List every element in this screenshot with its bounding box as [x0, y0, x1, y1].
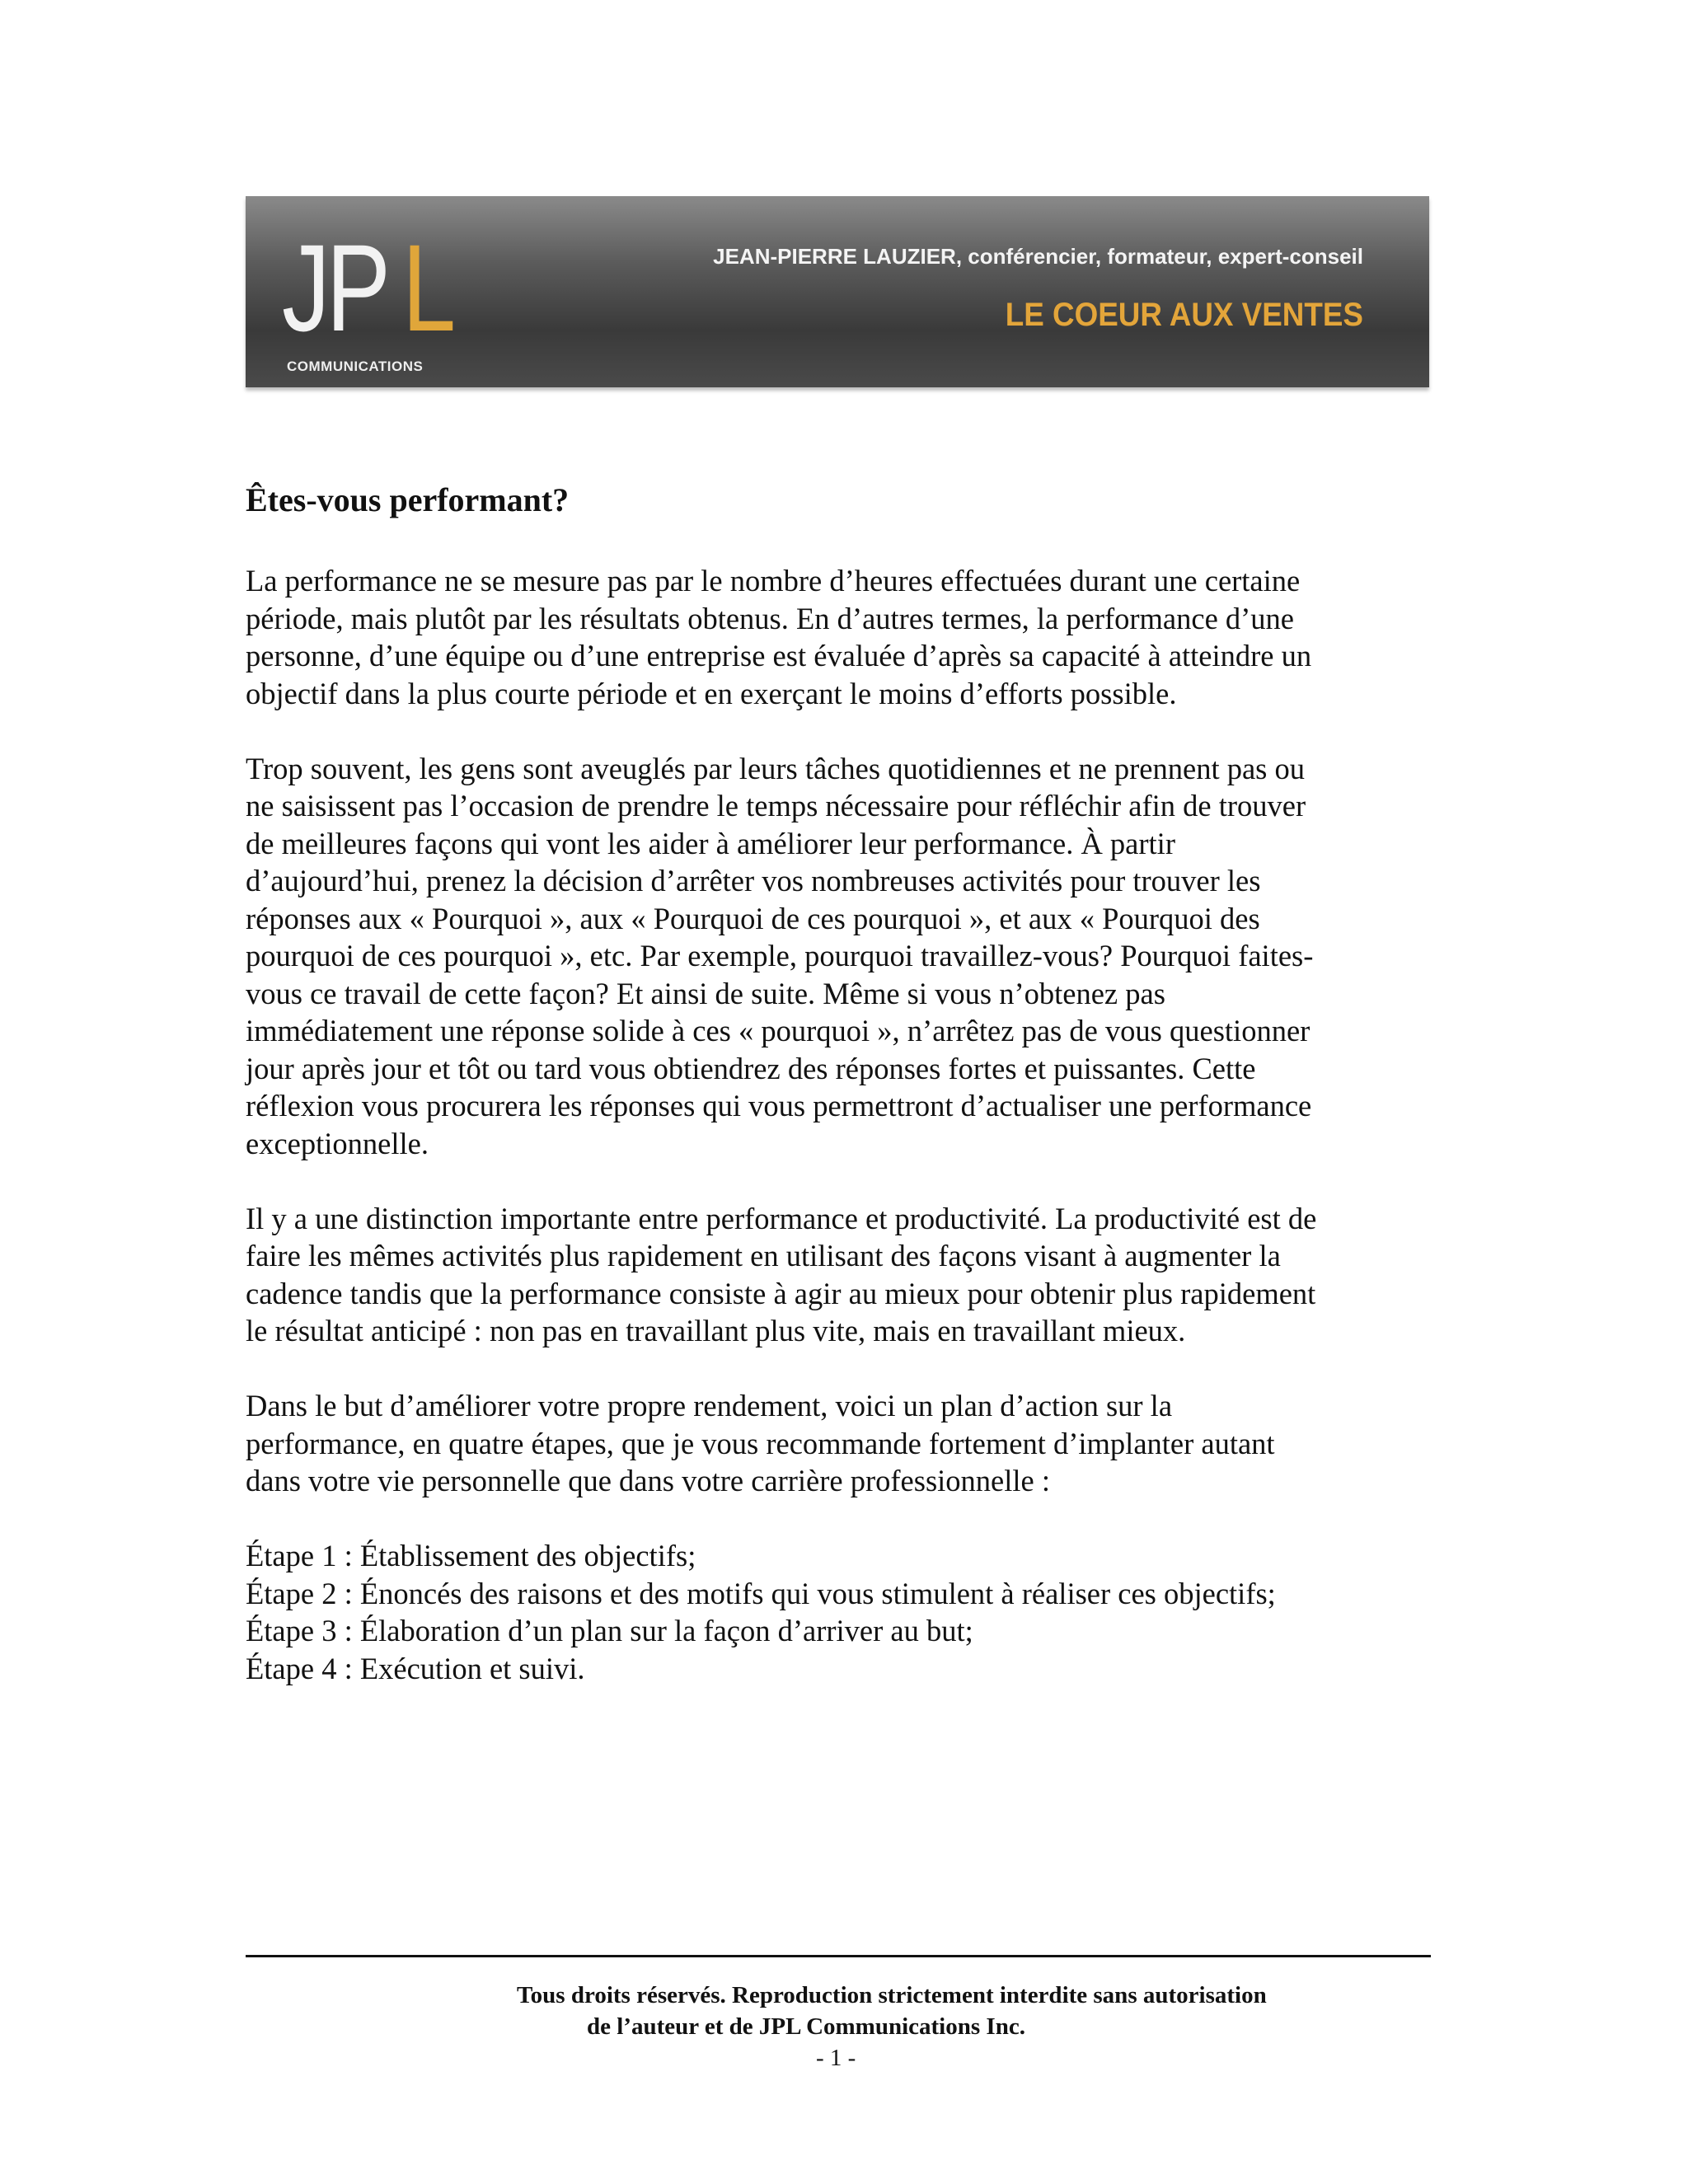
banner-author-line: JEAN-PIERRE LAUZIER, conférencier, formateur, expert-conseil — [713, 244, 1363, 269]
step-item: Étape 1 : Établissement des objectifs; — [246, 1539, 696, 1572]
text-line: pourquoi de ces pourquoi », etc. Par exemple, pourquoi travaillez-vous? Pourquoi faites- — [246, 939, 1314, 972]
text-line: faire les mêmes activités plus rapidement en utilisant des façons visant à augmenter la — [246, 1239, 1281, 1272]
header-banner — [246, 196, 1429, 387]
text-line: cadence tandis que la performance consiste à agir au mieux pour obtenir plus rapidement — [246, 1276, 1316, 1310]
text-line: dans votre vie personnelle que dans votre carrière professionnelle : — [246, 1464, 1051, 1497]
document-body — [246, 562, 1441, 1687]
text-line: Dans le but d’améliorer votre propre rendement, voici un plan d’action sur la — [246, 1389, 1173, 1422]
steps-list — [246, 1537, 1441, 1687]
text-line: Trop souvent, les gens sont aveuglés par leurs tâches quotidiennes et ne prennent pas ou — [246, 751, 1306, 785]
text-line: le résultat anticipé : non pas en travaillant plus vite, mais en travaillant mieux. — [246, 1314, 1186, 1347]
paragraph-3 — [246, 1200, 1441, 1350]
text-line: immédiatement une réponse solide à ces « pourquoi », n’arrêtez pas de vous questionner — [246, 1014, 1311, 1047]
page-title: Êtes-vous performant? — [246, 481, 570, 518]
text-line: ne saisissent pas l’occasion de prendre le temps nécessaire pour réfléchir afin de trouver — [246, 789, 1306, 823]
step-item: Étape 4 : Exécution et suivi. — [246, 1651, 585, 1685]
text-line: période, mais plutôt par les résultats obtenus. En d’autres termes, la performance d’une — [246, 601, 1295, 635]
banner-tagline: LE COEUR AUX VENTES — [1005, 297, 1363, 333]
text-line: La performance ne se mesure pas par le nombre d’heures effectuées durant une certaine — [246, 564, 1301, 598]
text-line: performance, en quatre étapes, que je vous recommande fortement d’implanter autant — [246, 1426, 1275, 1460]
text-line: d’aujourd’hui, prenez la décision d’arrêter vos nombreuses activités pour trouver les — [246, 864, 1261, 898]
page-number: - 1 - — [816, 2045, 856, 2071]
logo-jp-letters: JP — [282, 218, 387, 357]
step-item: Étape 2 : Énoncés des raisons et des motifs qui vous stimulent à réaliser ces objectifs; — [246, 1576, 1276, 1610]
footer-divider — [246, 1955, 1431, 1957]
text-line: de meilleures façons qui vont les aider à améliorer leur performance. À partir — [246, 826, 1175, 860]
step-item: Étape 3 : Élaboration d’un plan sur la façon d’arriver au but; — [246, 1614, 973, 1647]
copyright-line-2: de l’auteur et de JPL Communications Inc. — [587, 2013, 1025, 2040]
text-line: jour après jour et tôt ou tard vous obtiendrez des réponses fortes et puissantes. Cette — [246, 1051, 1256, 1085]
text-line: réflexion vous procurera les réponses qui vous permettront d’actualiser une performance — [246, 1089, 1312, 1122]
paragraph-1 — [246, 562, 1441, 712]
logo-l-letter: L — [402, 218, 457, 357]
text-line: Il y a une distinction importante entre performance et productivité. La productivité est de — [246, 1201, 1317, 1235]
logo-subtitle: COMMUNICATIONS — [287, 359, 424, 374]
paragraph-2 — [246, 750, 1441, 1163]
text-line: réponses aux « Pourquoi », aux « Pourquoi de ces pourquoi », et aux « Pourquoi des — [246, 901, 1260, 935]
paragraph-4 — [246, 1387, 1441, 1500]
text-line: vous ce travail de cette façon? Et ainsi de suite. Même si vous n’obtenez pas — [246, 976, 1165, 1010]
text-line: personne, d’une équipe ou d’une entreprise est évaluée d’après sa capacité à atteindre un — [246, 639, 1312, 673]
text-line: exceptionnelle. — [246, 1126, 429, 1160]
copyright-line-1: Tous droits réservés. Reproduction strictement interdite sans autorisation — [517, 1982, 1267, 2008]
text-line: objectif dans la plus courte période et en exerçant le moins d’efforts possible. — [246, 676, 1177, 710]
